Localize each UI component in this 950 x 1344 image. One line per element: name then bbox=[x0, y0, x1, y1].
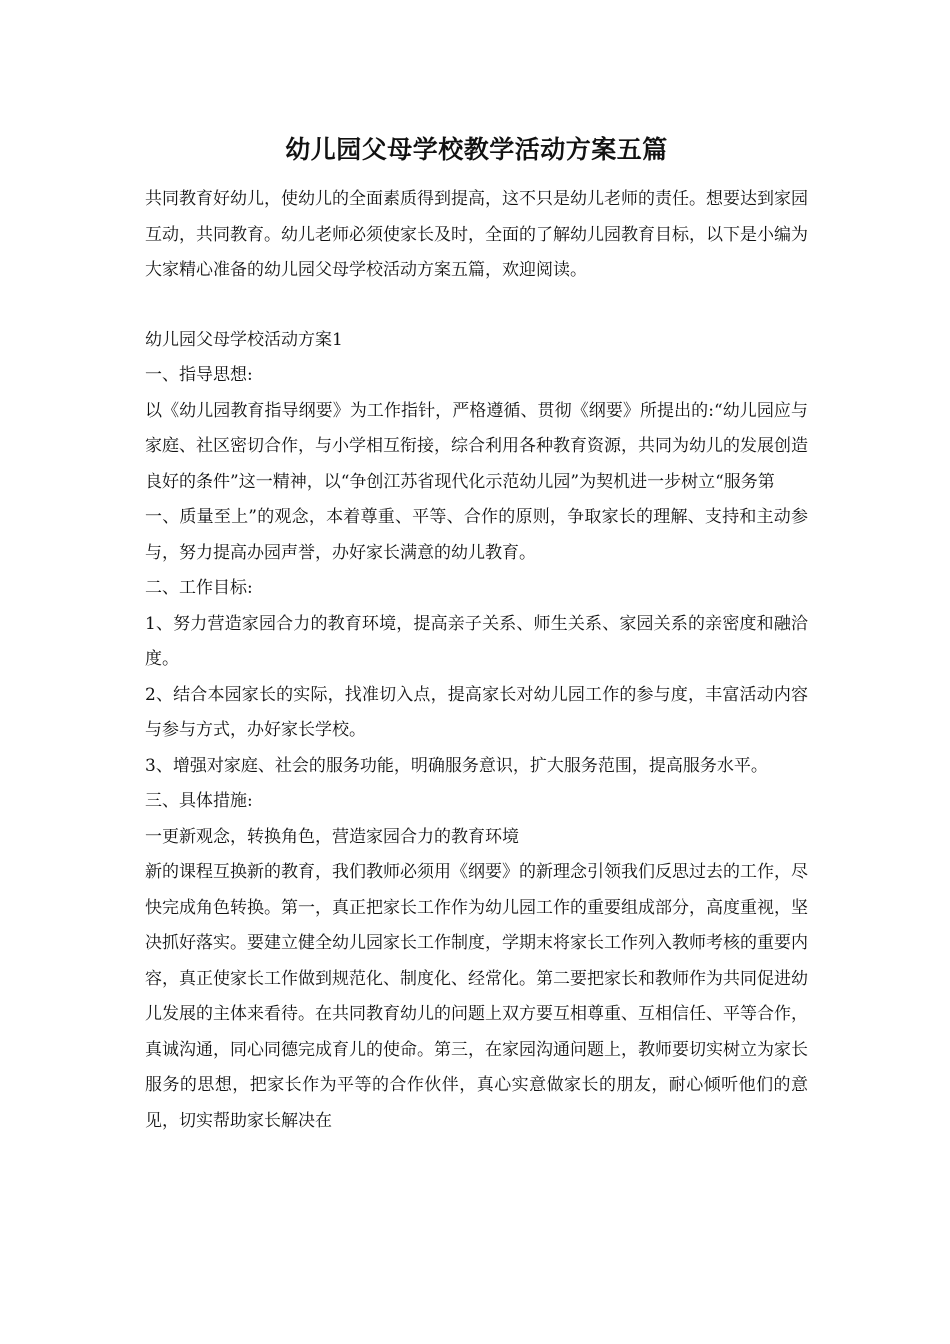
heading-work-goals: 二、工作目标: bbox=[145, 578, 253, 598]
paragraph-new-curriculum: 新的课程互换新的教育，我们教师必须用《纲要》的新理念引领我们反思过去的工作，尽快完成角色转换。第一，真正把家长工作作为幼儿园工作的重要组成部分，高度重视，坚决抓好落实。要建立健全幼儿园家长工作制度，学期末将家长工作列入教师考核的重要内容，真正使家长工作做到规范化、制度化、经常化。第二要把家长和教师作为共同促进幼儿发展的主体来看待。在共同教育幼儿的问题上双方要互相尊重、互相信任、平等合作，真诚沟通，同心同德完成育儿的使命。第三，在家园沟通问题上，教师要切实树立为家长服务的思想，把家长作为平等的合作伙伴，真心实意做家长的朋友，耐心倾听他们的意见，切实帮助家长解决在 bbox=[145, 862, 808, 1131]
heading-specific-measures: 三、具体措施: bbox=[145, 791, 253, 811]
document-title: 幼儿园父母学校教学活动方案五篇 bbox=[285, 135, 668, 164]
paragraph-quality-first: 一、质量至上”的观念，本着尊重、平等、合作的原则，争取家长的理解、支持和主动参与，努力提高办园声誉，办好家长满意的幼儿教育。 bbox=[145, 507, 808, 563]
goal-item-3: 3、增强对家庭、社会的服务功能，明确服务意识，扩大服务范围，提高服务水平。 bbox=[145, 755, 768, 776]
paragraph-gap bbox=[145, 289, 808, 323]
section-heading-plan-1: 幼儿园父母学校活动方案1 bbox=[145, 329, 343, 350]
goal-item-2: 2、结合本园家长的实际，找准切入点，提高家长对幼儿园工作的参与度，丰富活动内容与参与方式，办好家长学校。 bbox=[145, 684, 808, 740]
document-page bbox=[145, 128, 808, 1139]
paragraph-guiding-ideology: 以《幼儿园教育指导纲要》为工作指针，严格遵循、贯彻《纲要》所提出的:“幼儿园应与家庭、社区密切合作，与小学相互衔接，综合利用各种教育资源，共同为幼儿的发展创造良好的条件”这一精神，以“争创江苏省现代化示范幼儿园”为契机进一步树立“服务第 bbox=[145, 400, 808, 492]
intro-paragraph: 共同教育好幼儿，使幼儿的全面素质得到提高，这不只是幼儿老师的责任。想要达到家园互动，共同教育。幼儿老师必须使家长及时，全面的了解幼儿园教育目标，以下是小编为大家精心准备的幼儿园父母学校活动方案五篇，欢迎阅读。 bbox=[145, 189, 808, 280]
subheading-update-concepts: 一更新观念，转换角色，营造家园合力的教育环境 bbox=[145, 826, 519, 847]
goal-item-1: 1、努力营造家园合力的教育环境，提高亲子关系、师生关系、家园关系的亲密度和融洽度。 bbox=[145, 613, 808, 669]
heading-guiding-ideology: 一、指导思想: bbox=[145, 365, 253, 385]
